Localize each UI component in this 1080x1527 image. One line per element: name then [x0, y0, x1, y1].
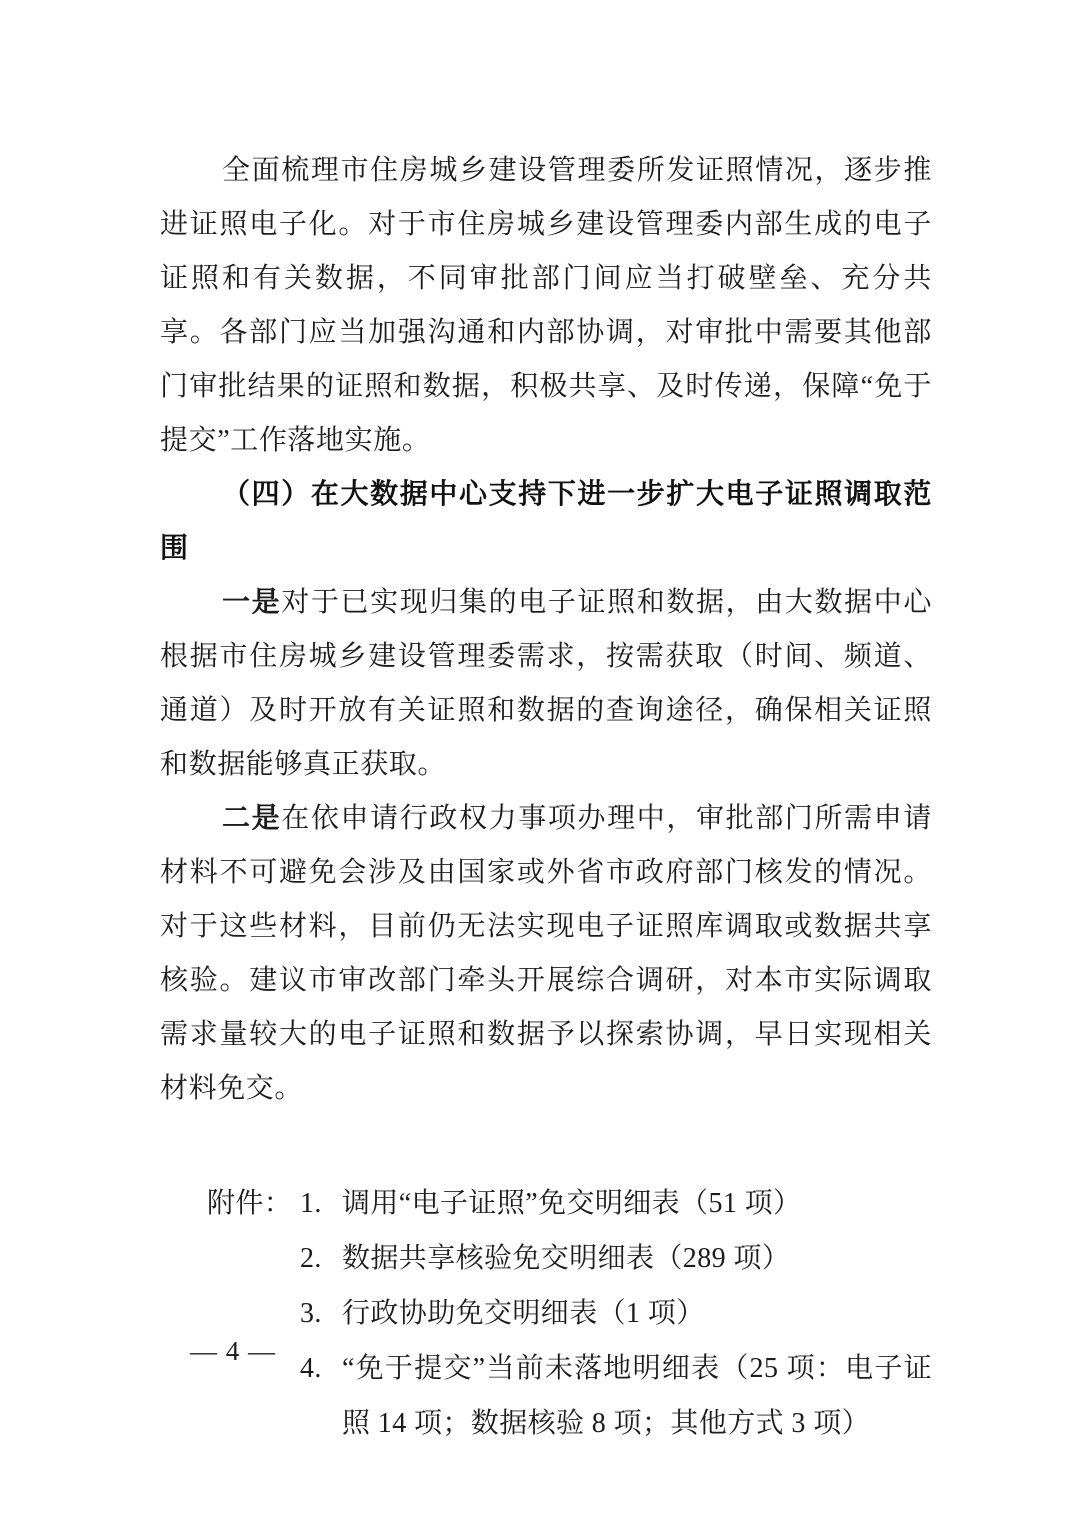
attachments-label: 附件： — [207, 1188, 293, 1219]
attachment-item-number: 3. — [300, 1298, 322, 1329]
attachment-item-4 — [300, 1341, 932, 1451]
page-number: — 4 — — [190, 1336, 276, 1366]
attachment-item-text: 调用“电子证照”免交明细表（51 项） — [342, 1188, 802, 1219]
attachment-item-text: “免于提交”当前未落地明细表（25 项：电子证照 14 项；数据核验 8 项；其他方式 3 项） — [342, 1353, 932, 1439]
paragraph-1: 全面梳理市住房城乡建设管理委所发证照情况，逐步推进证照电子化。对于市住房城乡建设管理委内部生成的电子证照和有关数据，不同审批部门间应当打破壁垒、充分共享。各部门应当加强沟通和内部协调，对审批中需要其他部门审批结果的证照和数据，积极共享、及时传递，保障“免于提交”工作落地实施。 — [160, 155, 932, 456]
paragraph-3-lead: 二是 — [222, 803, 282, 834]
paragraph-2-lead: 一是 — [222, 587, 282, 618]
attachment-item-3 — [300, 1286, 932, 1341]
attachment-item-text: 数据共享核验免交明细表（289 项） — [342, 1243, 791, 1274]
attachments-list — [300, 1176, 932, 1451]
attachment-item-number: 2. — [300, 1243, 322, 1274]
paragraph-3-text: 在依申请行政权力事项办理中，审批部门所需申请材料不可避免会涉及由国家或外省市政府部门核发的情况。对于这些材料，目前仍无法实现电子证照库调取或数据共享核验。建议市审改部门牵头开展综合调研，对本市实际调取需求量较大的电子证照和数据予以探索协调，早日实现相关材料免交。 — [160, 803, 933, 1104]
attachment-item-text: 行政协助免交明细表（1 项） — [342, 1298, 705, 1329]
attachment-item-number: 4. — [300, 1353, 322, 1384]
section-heading-4: （四）在大数据中心支持下进一步扩大电子证照调取范围 — [160, 479, 932, 564]
page-content — [160, 144, 932, 1451]
attachment-item-1 — [300, 1176, 932, 1231]
attachment-item-number: 1. — [300, 1188, 322, 1219]
attachment-item-2 — [300, 1231, 932, 1286]
paragraph-3 — [160, 792, 932, 1116]
attachments-block — [160, 1176, 932, 1451]
paragraph-2 — [160, 576, 932, 792]
paragraph-2-text: 对于已实现归集的电子证照和数据，由大数据中心根据市住房城乡建设管理委需求，按需获取（时间、频道、通道）及时开放有关证照和数据的查询途径，确保相关证照和数据能够真正获取。 — [160, 587, 933, 780]
